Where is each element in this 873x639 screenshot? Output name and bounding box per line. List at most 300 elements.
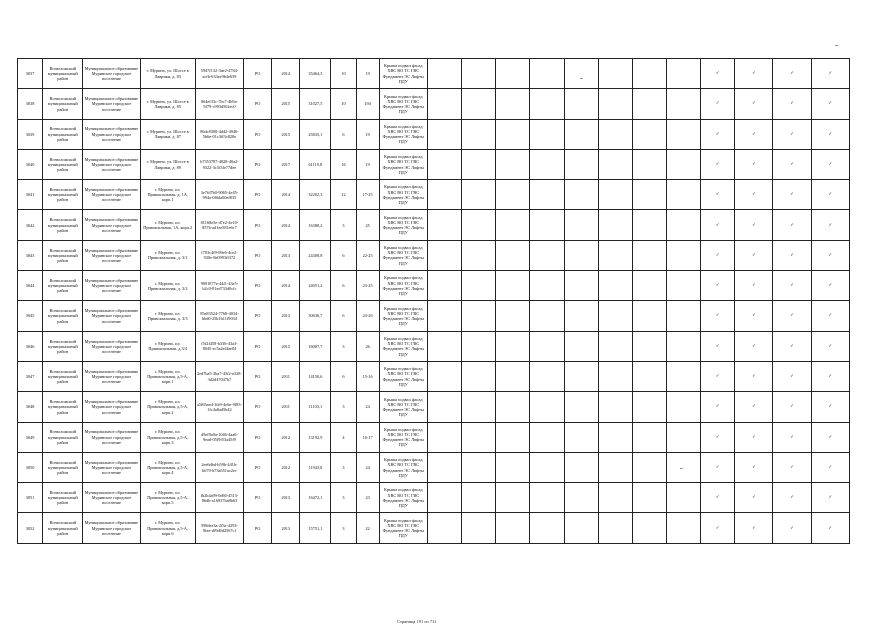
empty-cell [496,210,530,240]
check-mark-icon: ✓ [735,180,773,210]
empty-cell [666,483,700,513]
empty-cell [632,180,666,210]
address-cell: г. Мурино, пл. Привокзальная, д.5-А, корп.1 [140,361,195,391]
area-cell: 31027,5 [300,89,331,119]
empty-cell [496,422,530,452]
empty-cell [427,149,461,179]
empty-cell [598,89,632,119]
district-cell: Всеволожский муниципальный район [43,483,83,513]
check-mark-icon: ✓ [773,483,811,513]
guid-cell: 5947f132-3ae2-4784-acfb-633ee9b4e659 [195,59,243,89]
flats-cell: 24 [356,392,379,422]
floors-cell: 12 [331,180,356,210]
address-cell: г. Мурино, ул. Шоссе в Лаврики, д. 83 [140,59,195,89]
empty-cell [530,59,564,89]
address-cell: г. Мурино, пл. Привокзальная, д.5-А, корп.5 [140,483,195,513]
district-cell: Всеволожский муниципальный район [43,119,83,149]
floors-cell: 10 [331,59,356,89]
type-cell: РО [244,331,272,361]
floors-cell: 3 [331,483,356,513]
empty-cell [632,422,666,452]
floors-cell: 6 [331,119,356,149]
flats-cell: 17-25 [356,180,379,210]
check-mark-icon: ✓ [701,119,735,149]
check-mark-icon: ✓ [735,513,773,543]
empty-cell [462,392,496,422]
empty-cell [462,149,496,179]
settlement-cell: Муниципальное образование Муринское городское поселение [83,180,140,210]
empty-cell [666,361,700,391]
table-row [18,180,850,210]
check-mark-icon: ✓ [735,210,773,240]
empty-cell [632,301,666,331]
settlement-cell: Муниципальное образование Муринское городское поселение [83,59,140,89]
check-mark-icon: ✓ [735,361,773,391]
empty-cell [598,59,632,89]
district-cell: Всеволожский муниципальный район [43,210,83,240]
type-cell: РО [244,271,272,301]
table-row [18,452,850,482]
check-mark-icon: ✓ [811,149,849,179]
check-mark-icon: ✓ [811,271,849,301]
check-mark-icon: ✓ [735,149,773,179]
check-mark-icon: ✓ [701,301,735,331]
area-cell: 15751,1 [300,513,331,543]
empty-cell [666,59,700,89]
check-mark-icon: ✓ [773,59,811,89]
floors-cell: 10 [331,89,356,119]
check-mark-icon: ✓ [811,119,849,149]
empty-cell [598,301,632,331]
check-mark-icon: ✓ [773,301,811,331]
empty-cell [427,361,461,391]
empty-cell [427,331,461,361]
guid-cell: a5f65aed-1fe9-4e6e-9f83-1fc4a8ad5b42 [195,392,243,422]
empty-cell [496,271,530,301]
empty-cell [564,89,598,119]
area-cell: 61119,8 [300,149,331,179]
guid-cell: d9ef9a9a-1046-4aa6-9ead-05f9f53a45f9 [195,422,243,452]
empty-cell [598,361,632,391]
empty-cell [598,240,632,270]
floors-cell: 4 [331,422,356,452]
guid-cell: 064ef33c-7bc7-4b9a-9f79-c993d502ec0 [195,89,243,119]
check-mark-icon: ✓ [811,89,849,119]
empty-cell [427,59,461,89]
table-body [18,59,850,544]
type-cell: РО [244,89,272,119]
address-cell: г. Мурино, пл. Привокзальная, д. 3/1 [140,240,195,270]
empty-cell [598,119,632,149]
settlement-cell: Муниципальное образование Муринское городское поселение [83,301,140,331]
empty-cell [564,513,598,543]
empty-cell [666,422,700,452]
empty-cell [427,392,461,422]
empty-cell [496,513,530,543]
check-mark-icon: ✓ [701,89,735,119]
empty-cell [666,392,700,422]
flats-cell: 16-17 [356,422,379,452]
empty-cell [632,361,666,391]
type-cell: РО [244,240,272,270]
empty-cell [427,180,461,210]
check-mark-icon: ✓ [701,452,735,482]
empty-cell [496,89,530,119]
empty-cell [427,240,461,270]
empty-cell [496,301,530,331]
type-cell: РО [244,422,272,452]
works-cell: Крыша подвал фасад ХВС ВО ТС ГВС Фундамент ЭС Лифты ПДУ [379,422,427,452]
check-mark-icon: ✓ [773,452,811,482]
flats-cell: 15-16 [356,361,379,391]
row-number: 3039 [18,119,43,149]
year-cell: 2014 [272,210,300,240]
works-cell: Крыша подвал фасад ХВС ВО ТС ГВС Фундамент ЭС Лифты ПДУ [379,361,427,391]
empty-cell [462,240,496,270]
empty-cell [632,149,666,179]
check-mark-icon: ✓ [811,452,849,482]
empty-cell [530,180,564,210]
check-mark-icon: ✓ [701,361,735,391]
settlement-cell: Муниципальное образование Муринское городское поселение [83,331,140,361]
check-mark-icon: ✓ [811,240,849,270]
check-mark-icon: ✓ [701,331,735,361]
table-row [18,210,850,240]
type-cell: РО [244,513,272,543]
district-cell: Всеволожский муниципальный район [43,240,83,270]
empty-cell [462,59,496,89]
area-cell: 11103,1 [300,392,331,422]
guid-cell: b7353787-4028-40a2-9322-3c5f3fe77dee [195,149,243,179]
empty-cell [462,513,496,543]
area-cell: 14150,6 [300,361,331,391]
empty-cell [564,301,598,331]
address-cell: г. Мурино, пл. Привокзальная, 1А, корп.2 [140,210,195,240]
empty-cell [632,89,666,119]
empty-cell [632,59,666,89]
district-cell: Всеволожский муниципальный район [43,180,83,210]
check-mark-icon: ✓ [773,271,811,301]
works-cell: Крыша подвал фасад ХВС ВО ТС ГВС Фундамент ЭС Лифты ПДУ [379,59,427,89]
empty-cell [564,483,598,513]
empty-cell [564,422,598,452]
address-cell: г. Мурино, пл. Привокзальная, д.5-А, корп.4 [140,452,195,482]
empty-cell [632,513,666,543]
settlement-cell: Муниципальное образование Муринское городское поселение [83,392,140,422]
check-mark-icon: ✓ [773,240,811,270]
settlement-cell: Муниципальное образование Муринское городское поселение [83,361,140,391]
empty-cell [598,483,632,513]
area-cell: 16472,1 [300,483,331,513]
check-mark-icon: ✓ [735,119,773,149]
works-cell: Крыша подвал фасад ХВС ВО ТС ГВС Фундамент ЭС Лифты ПДУ [379,331,427,361]
table-row [18,89,850,119]
empty-cell [462,361,496,391]
type-cell: РО [244,149,272,179]
empty-cell [598,271,632,301]
empty-cell [530,149,564,179]
empty-cell [462,483,496,513]
table-row [18,422,850,452]
type-cell: РО [244,361,272,391]
district-cell: Всеволожский муниципальный район [43,89,83,119]
type-cell: РО [244,483,272,513]
empty-cell [462,180,496,210]
guid-cell: 95a83524-7768-4034-bbd0-25b1b11f9034 [195,301,243,331]
guid-cell: 598dee3a-2f5a-4293-9fae-df9d0d2567cf [195,513,243,543]
empty-cell [564,180,598,210]
settlement-cell: Муниципальное образование Муринское городское поселение [83,149,140,179]
year-cell: 2014 [272,59,300,89]
check-mark-icon: ✓ [701,210,735,240]
area-cell: 24051,2 [300,271,331,301]
flats-cell: 25 [356,210,379,240]
flats-cell: 19 [356,59,379,89]
check-mark-icon: ✓ [701,392,735,422]
table-row [18,271,850,301]
empty-cell [530,119,564,149]
empty-cell [598,149,632,179]
flats-cell: 22 [356,513,379,543]
floors-cell: 3 [331,331,356,361]
check-mark-icon: ✓ [773,210,811,240]
empty-cell [530,240,564,270]
flats-cell: 23-26 [356,301,379,331]
empty-cell [462,452,496,482]
works-cell: Крыша подвал фасад ХВС ВО ТС ГВС Фундамент ЭС Лифты ПДУ [379,149,427,179]
flats-cell: 23-25 [356,271,379,301]
address-cell: г. Мурино, ул. Шоссе в Лаврики, д. 85 [140,89,195,119]
year-cell: 2011 [272,392,300,422]
flats-cell: 19 [356,149,379,179]
empty-cell [427,422,461,452]
empty-cell [564,59,598,89]
year-cell: 2013 [272,301,300,331]
area-cell: 30636,7 [300,301,331,331]
type-cell: РО [244,301,272,331]
row-number: 3040 [18,149,43,179]
check-mark-icon: ✓ [811,392,849,422]
guid-cell: 3e7fd7b0-9065-4e45-994a-0f0da00ef835 [195,180,243,210]
flats-cell: 26 [356,331,379,361]
empty-cell [462,210,496,240]
works-cell: Крыша подвал фасад ХВС ВО ТС ГВС Фундамент ЭС Лифты ПДУ [379,89,427,119]
table-row [18,301,850,331]
empty-cell [598,331,632,361]
check-mark-icon: ✓ [735,301,773,331]
empty-cell [632,483,666,513]
settlement-cell: Муниципальное образование Муринское городское поселение [83,210,140,240]
floors-cell: 6 [331,271,356,301]
check-mark-icon: ✓ [735,271,773,301]
check-mark-icon: ✓ [701,483,735,513]
area-cell: 25835,1 [300,119,331,149]
floors-cell: 6 [331,240,356,270]
works-cell: Крыша подвал фасад ХВС ВО ТС ГВС Фундамент ЭС Лифты ПДУ [379,392,427,422]
check-mark-icon: ✓ [811,59,849,89]
empty-cell [427,483,461,513]
table-row [18,483,850,513]
row-number: 3037 [18,59,43,89]
empty-cell [427,301,461,331]
area-cell: 13192,9 [300,422,331,452]
empty-cell [496,392,530,422]
settlement-cell: Муниципальное образование Муринское городское поселение [83,513,140,543]
guid-cell: 81168e5e-d7e2-4e10-857b-ad1ee581e6c7 [195,210,243,240]
type-cell: РО [244,392,272,422]
check-mark-icon: ✓ [773,331,811,361]
works-cell: Крыша подвал фасад ХВС ВО ТС ГВС Фундамент ЭС Лифты ПДУ [379,301,427,331]
empty-cell [564,210,598,240]
empty-cell [530,513,564,543]
empty-cell [632,240,666,270]
empty-cell [530,271,564,301]
empty-cell [462,119,496,149]
empty-cell [666,331,700,361]
empty-cell [496,119,530,149]
empty-cell [496,361,530,391]
empty-cell [666,452,700,482]
settlement-cell: Муниципальное образование Муринское городское поселение [83,89,140,119]
guid-cell: 86dc8300-4d42-4946-5b6e-01c3ff3c820e [195,119,243,149]
row-number: 3045 [18,301,43,331]
year-cell: 2017 [272,149,300,179]
empty-cell [496,483,530,513]
empty-cell [427,89,461,119]
empty-cell [427,210,461,240]
address-cell: г. Мурино, ул. Шоссе в Лаврики, д. 87 [140,119,195,149]
empty-cell [496,331,530,361]
settlement-cell: Муниципальное образование Муринское городское поселение [83,422,140,452]
type-cell: РО [244,452,272,482]
floors-cell: 3 [331,452,356,482]
year-cell: 2013 [272,240,300,270]
guid-cell: fb2b4a99-0d60-4513-86db-a16937ba8b63 [195,483,243,513]
address-cell: г. Мурино, пл. Привокзальная, д.5-А, корп.2 [140,392,195,422]
address-cell: г. Мурино, пл. Привокзальная, д.5-А, корп.3 [140,422,195,452]
year-cell: 2015 [272,331,300,361]
empty-cell [496,452,530,482]
floors-cell: 3 [331,513,356,543]
floors-cell: 6 [331,301,356,331]
empty-cell [462,331,496,361]
check-mark-icon: ✓ [811,331,849,361]
works-cell: Крыша подвал фасад ХВС ВО ТС ГВС Фундамент ЭС Лифты ПДУ [379,210,427,240]
empty-cell [666,240,700,270]
empty-cell [530,361,564,391]
type-cell: РО [244,180,272,210]
address-cell: г. Мурино, пл. Привокзальная, д.5-А, корп.6 [140,513,195,543]
address-cell: г. Мурино, пл. Привокзальная, д. 3/3 [140,301,195,331]
check-mark-icon: ✓ [811,301,849,331]
empty-cell [632,452,666,482]
row-number: 3044 [18,271,43,301]
empty-cell [666,513,700,543]
empty-cell [564,331,598,361]
address-cell: г. Мурино, ул. Шоссе в Лаврики, д. 89 [140,149,195,179]
table-row [18,513,850,543]
check-mark-icon: ✓ [701,513,735,543]
row-number: 3047 [18,361,43,391]
check-mark-icon: ✓ [701,180,735,210]
district-cell: Всеволожский муниципальный район [43,271,83,301]
type-cell: РО [244,210,272,240]
table-row [18,331,850,361]
flats-cell: 24 [356,452,379,482]
year-cell: 2012 [272,452,300,482]
guid-cell: f5f2f458-b336-43a3-8045-ec5a2e4fae04 [195,331,243,361]
flats-cell: 23 [356,483,379,513]
works-cell: Крыша подвал фасад ХВС ВО ТС ГВС Фундамент ЭС Лифты ПДУ [379,119,427,149]
check-mark-icon: ✓ [773,392,811,422]
empty-cell [530,483,564,513]
empty-cell [598,180,632,210]
row-number: 3049 [18,422,43,452]
empty-cell [632,392,666,422]
works-cell: Крыша подвал фасад ХВС ВО ТС ГВС Фундамент ЭС Лифты ПДУ [379,180,427,210]
guid-cell: 2ed7ba5-3ba7-43f2-a328-3d2d47047b7 [195,361,243,391]
year-cell: 2013 [272,483,300,513]
type-cell: РО [244,119,272,149]
district-cell: Всеволожский муниципальный район [43,149,83,179]
check-mark-icon: ✓ [735,452,773,482]
check-mark-icon: ✓ [773,422,811,452]
empty-cell [530,392,564,422]
district-cell: Всеволожский муниципальный район [43,392,83,422]
empty-cell [598,422,632,452]
empty-cell [496,59,530,89]
address-cell: г. Мурино, пл. Привокзальная, д. 3/2 [140,271,195,301]
empty-cell [598,392,632,422]
empty-cell [427,513,461,543]
area-cell: 16388,2 [300,210,331,240]
settlement-cell: Муниципальное образование Муринское городское поселение [83,483,140,513]
table-row [18,361,850,391]
district-cell: Всеволожский муниципальный район [43,452,83,482]
empty-cell [530,452,564,482]
empty-cell [666,210,700,240]
empty-cell [598,513,632,543]
works-cell: Крыша подвал фасад ХВС ВО ТС ГВС Фундамент ЭС Лифты ПДУ [379,452,427,482]
empty-cell [530,331,564,361]
settlement-cell: Муниципальное образование Муринское городское поселение [83,240,140,270]
floors-cell: 3 [331,392,356,422]
check-mark-icon: ✓ [735,392,773,422]
district-cell: Всеволожский муниципальный район [43,361,83,391]
empty-cell [427,271,461,301]
table-row [18,149,850,179]
check-mark-icon: ✓ [701,59,735,89]
check-mark-icon: ✓ [701,240,735,270]
empty-cell [666,119,700,149]
empty-cell [666,149,700,179]
settlement-cell: Муниципальное образование Муринское городское поселение [83,452,140,482]
empty-cell [598,210,632,240]
type-cell: РО [244,59,272,89]
flats-cell: 19 [356,119,379,149]
check-mark-icon: ✓ [735,59,773,89]
row-number: 3042 [18,210,43,240]
address-cell: г. Мурино, пл. Привокзальная, д.3/4 [140,331,195,361]
check-mark-icon: ✓ [735,422,773,452]
floors-cell: 6 [331,361,356,391]
flats-cell: 22-25 [356,240,379,270]
district-cell: Всеволожский муниципальный район [43,422,83,452]
table-row [18,240,850,270]
district-cell: Всеволожский муниципальный район [43,331,83,361]
empty-cell [666,301,700,331]
empty-cell [462,271,496,301]
